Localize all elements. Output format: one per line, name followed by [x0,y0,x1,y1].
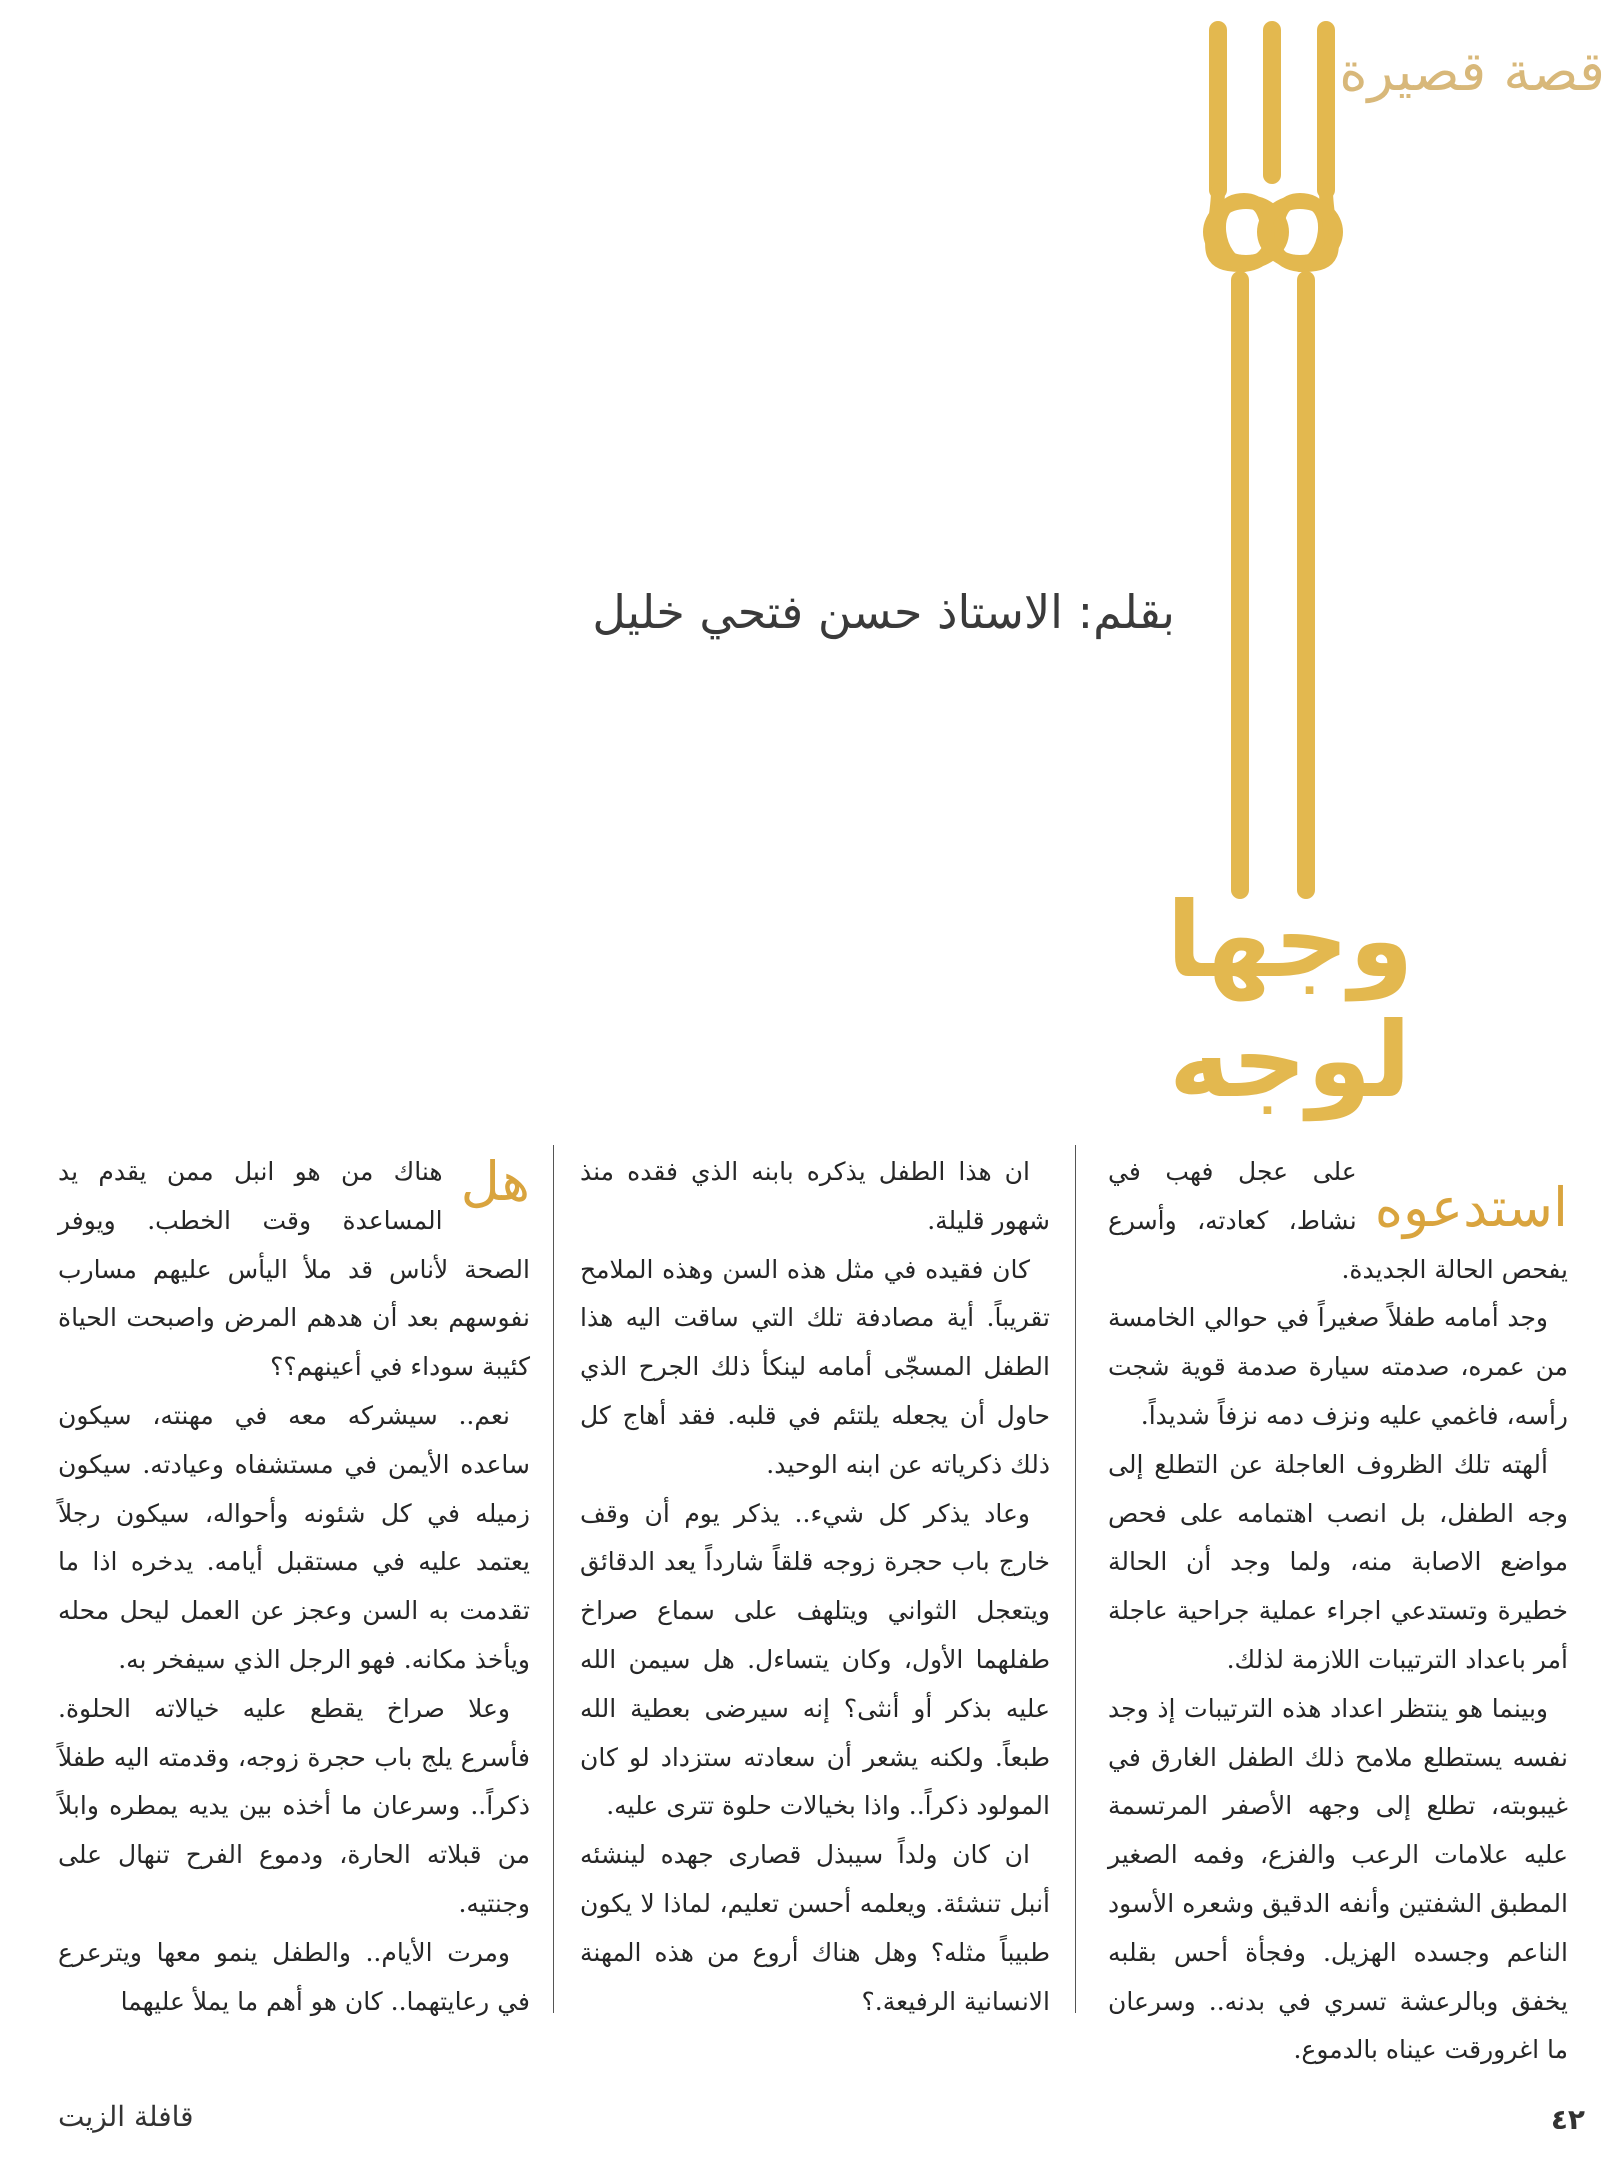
column-divider [553,1145,554,2013]
knot-ornament-icon [1050,22,1580,1121]
paragraph: وبينما هو ينتظر اعداد هذه الترتيبات إذ وجد نفسه يستطلع ملامح ذلك الطفل الغارق في غيبوبته، تطلع إلى وجهه الأصفر المرتسمة عليه علامات الرعب والفزع، وفمه الصغير المطبق الشفتين وأنفه الدقيق وشعره الأسود الناعم وجسده الهزيل. وفجأة أحس بقلبه يخفق وبالرعشة تسري في بدنه.. وسرعان ما اغرورقت عيناه بالدموع. [1108,1693,1568,2065]
drop-word: استدعوه [1374,1176,1568,1239]
section-label: قصة قصيرة [1339,40,1605,103]
text-column-2 [580,1148,1050,2028]
paragraph: وعاد يذكر كل شيء.. يذكر يوم أن وقف خارج باب حجرة زوجه قلقاً شارداً يعد الدقائق ويتعجل الثواني ويتلهف على سماع صراخ طفلهما الأول، وكان يتساءل. هل سيمن الله عليه بذكر أو أنثى؟ إنه سيرضى بعطية الله طبعاً. ولكنه يشعر أن سعادته ستزداد لو كان المولود ذكراً.. واذا بخيالات حلوة تترى عليه. [580,1498,1050,1821]
paragraph: ان كان ولداً سيبذل قصارى جهده لينشئه أنبل تنشئة. ويعلمه أحسن تعليم، لماذا لا يكون طبيباً مثله؟ وهل هناك أروع من هذه المهنة الانسانية الرفيعة.؟ [580,1840,1050,2016]
text-column-1 [1108,1148,1568,2065]
paragraph: على عجل فهب في نشاط، كعادته، وأسرع يفحص الحالة الجديدة. [1108,1157,1568,1284]
paragraph: ومرت الأيام.. والطفل ينمو معها ويترعرع في رعايتهما.. كان هو أهم ما يملأ عليهما [58,1937,530,2016]
drop-word: هل [460,1150,530,1213]
paragraph: كان فقيده في مثل هذه السن وهذه الملامح تقريباً. أية مصادفة تلك التي ساقت اليه هذا الطفل المسجّى أمامه لينكأ ذلك الجرح الذي حاول أن يجعله يلتئم في قلبه. فقد أهاج كل ذلك ذكرياته عن ابنه الوحيد. [580,1254,1050,1479]
byline: بقلم: الاستاذ حسن فتحي خليل [592,585,1175,639]
paragraph: ألهته تلك الظروف العاجلة عن التطلع إلى وجه الطفل، بل انصب اهتمامه على فحص مواضع الاصابة منه، ولما وجد أن الحالة خطيرة وتستدعي اجراء عملية جراحية عاجلة أمر باعداد الترتيبات اللازمة لذلك. [1108,1449,1568,1674]
paragraph: نعم.. سيشركه معه في مهنته، سيكون ساعده الأيمن في مستشفاه وعيادته. سيكون زميله في كل شئونه وأحواله، سيكون رجلاً يعتمد عليه في مستقبل أيامه. يدخره اذا ما تقدمت به السن وعجز عن العمل ليحل محله ويأخذ مكانه. فهو الرجل الذي سيفخر به. [58,1400,530,1674]
paragraph: وجد أمامه طفلاً صغيراً في حوالي الخامسة من عمره، صدمته سيارة صدمة قوية شجت رأسه، فاغمي عليه ونزف دمه نزفاً شديداً. [1108,1303,1568,1430]
text-column-3 [58,1148,530,2028]
paragraph: ان هذا الطفل يذكره بابنه الذي فقده منذ شهور قليلة. [580,1157,1050,1235]
story-title: وجها لوجه [1166,879,1414,1121]
page-number: ٤٢ [1550,2103,1585,2136]
magazine-name: قافلة الزيت [58,2100,194,2133]
paragraph: هناك من هو انبل ممن يقدم يد المساعدة وقت الخطب. ويوفر الصحة لأناس قد ملأ اليأس عليهم مسارب نفوسهم بعد أن هدهم المرض واصبحت الحياة كئيبة سوداء في أعينهم؟؟ [58,1157,530,1382]
column-divider [1075,1145,1076,2013]
paragraph: وعلا صراخ يقطع عليه خيالاته الحلوة. فأسرع يلج باب حجرة زوجه، وقدمته اليه طفلاً ذكراً.. وسرعان ما أخذه بين يديه يمطره وابلاً من قبلاته الحارة، ودموع الفرح تنهال على وجنتيه. [58,1693,530,1918]
